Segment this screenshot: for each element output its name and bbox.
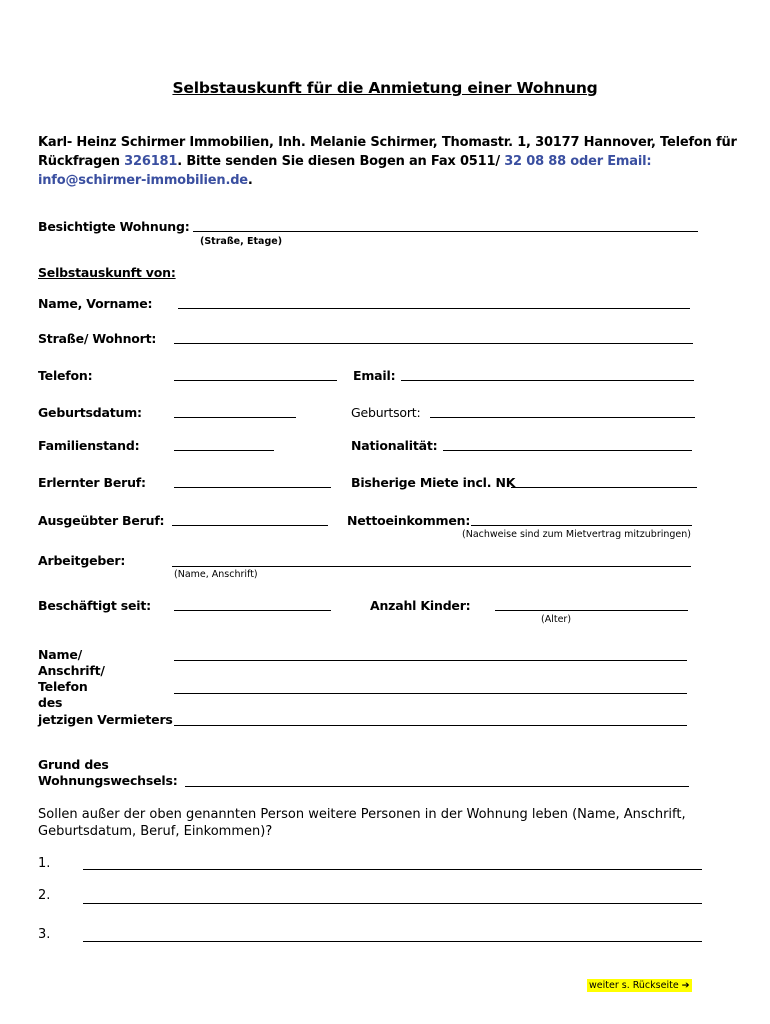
- label-grund-line-1: Grund des: [38, 757, 109, 772]
- label-vermieter-line-3: Telefon: [38, 679, 88, 694]
- label-vermieter-line-5: jetzigen Vermieters: [38, 712, 173, 727]
- field-nettoeinkommen[interactable]: [471, 525, 692, 526]
- field-vermieter-3[interactable]: [174, 725, 687, 726]
- intro-text-1: Karl- Heinz Schirmer Immobilien, Inh. Melanie Schirmer, Thomastr. 1, 30177 Hannover, Telefon für Rückfragen: [38, 135, 737, 169]
- field-erlernter-beruf[interactable]: [174, 487, 331, 488]
- intro-end: .: [247, 173, 253, 188]
- label-familienstand: Familienstand:: [38, 438, 140, 453]
- field-weitere-person-2[interactable]: [83, 903, 702, 904]
- field-geburtsort[interactable]: [430, 417, 695, 418]
- field-email[interactable]: [401, 380, 694, 381]
- field-familienstand[interactable]: [174, 450, 274, 451]
- label-anzahl-kinder: Anzahl Kinder:: [370, 598, 471, 613]
- label-bisherige-miete: Bisherige Miete incl. NK: [351, 475, 516, 490]
- label-email: Email:: [353, 368, 396, 383]
- email-link[interactable]: info@schirmer-immobilien.de: [38, 173, 248, 188]
- intro-text-2: . Bitte senden Sie diesen Bogen an Fax 0511/: [177, 154, 505, 169]
- field-strasse-wohnort[interactable]: [174, 343, 693, 344]
- list-number-3: 3.: [38, 927, 51, 942]
- label-grund-line-2: Wohnungswechsels:: [38, 773, 178, 788]
- field-telefon[interactable]: [174, 380, 337, 381]
- field-weitere-person-1[interactable]: [83, 869, 702, 870]
- question-weitere-personen: Sollen außer der oben genannten Person weitere Personen in der Wohnung leben (Name, Anschrift, Geburtsdatum, Beruf, Einkommen)?: [38, 807, 686, 839]
- label-erlernter-beruf: Erlernter Beruf:: [38, 475, 146, 490]
- field-vermieter-2[interactable]: [174, 693, 687, 694]
- hint-alter: (Alter): [541, 614, 572, 625]
- hint-nachweise: (Nachweise sind zum Mietvertrag mitzubringen): [462, 529, 691, 540]
- label-geburtsdatum: Geburtsdatum:: [38, 405, 142, 420]
- field-geburtsdatum[interactable]: [174, 417, 296, 418]
- label-vermieter-line-1: Name/: [38, 647, 82, 662]
- next-page-hint: [587, 973, 692, 992]
- label-vermieter-line-2: Anschrift/: [38, 663, 105, 678]
- field-nationalitaet[interactable]: [443, 450, 692, 451]
- label-strasse-wohnort: Straße/ Wohnort:: [38, 331, 157, 346]
- label-ausgeuebter-beruf: Ausgeübter Beruf:: [38, 513, 165, 528]
- page-title: Selbstauskunft für die Anmietung einer Wohnung: [172, 79, 598, 97]
- label-beschaeftigt-seit: Beschäftigt seit:: [38, 598, 151, 613]
- label-vermieter-line-4: des: [38, 695, 63, 710]
- fax-number: 32 08 88 oder Email:: [504, 154, 652, 169]
- field-besichtigte-wohnung[interactable]: [193, 231, 698, 232]
- list-number-1: 1.: [38, 856, 51, 871]
- field-bisherige-miete[interactable]: [511, 487, 697, 488]
- list-number-2: 2.: [38, 888, 51, 903]
- label-geburtsort: Geburtsort:: [351, 405, 421, 420]
- field-vermieter-1[interactable]: [174, 660, 687, 661]
- hint-strasse-etage: (Straße, Etage): [200, 236, 283, 247]
- label-nationalitaet: Nationalität:: [351, 438, 438, 453]
- label-telefon: Telefon:: [38, 368, 93, 383]
- label-nettoeinkommen: Nettoeinkommen:: [347, 513, 471, 528]
- phone-number: 326181: [124, 154, 178, 169]
- field-weitere-person-3[interactable]: [83, 941, 702, 942]
- label-besichtigte-wohnung: Besichtigte Wohnung:: [38, 219, 190, 234]
- section-selbstauskunft-von: Selbstauskunft von:: [38, 265, 176, 280]
- next-page-label: weiter s. Rückseite ➔: [589, 980, 690, 991]
- hint-name-anschrift: (Name, Anschrift): [174, 569, 258, 580]
- field-beschaeftigt-seit[interactable]: [174, 610, 331, 611]
- field-anzahl-kinder[interactable]: [495, 610, 688, 611]
- intro-paragraph: [38, 133, 738, 190]
- label-name-vorname: Name, Vorname:: [38, 296, 153, 311]
- field-name-vorname[interactable]: [178, 308, 690, 309]
- field-grund-wohnungswechsel[interactable]: [185, 786, 689, 787]
- label-arbeitgeber: Arbeitgeber:: [38, 553, 126, 568]
- field-ausgeuebter-beruf[interactable]: [172, 525, 328, 526]
- field-arbeitgeber[interactable]: [172, 566, 691, 567]
